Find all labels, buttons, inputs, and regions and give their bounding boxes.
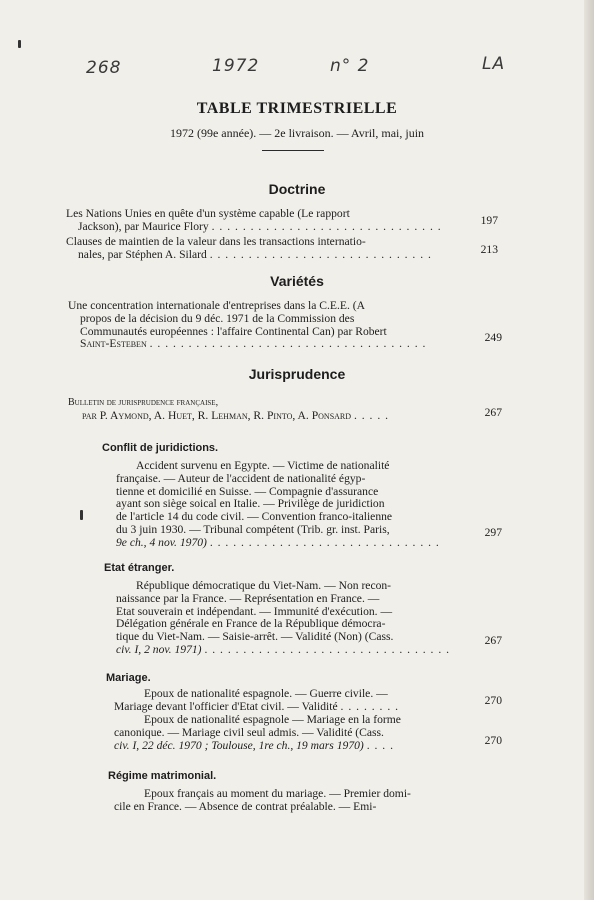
page-number: 270	[484, 734, 502, 747]
mariage-entry-2	[114, 714, 401, 752]
doctrine-entry-2	[66, 236, 432, 262]
leader-dots: . . . . . . . . . . . . . . . . . . . . . . . . . . . . . .	[209, 535, 440, 549]
entry-line: Epoux de nationalité espagnole. — Guerre civile. —	[144, 687, 388, 700]
category-etat: Etat étranger.	[104, 562, 175, 574]
leader-dots: . . . . . . . . . . . . . . . . . . . . . . . . . . . . . . . . . . . .	[149, 337, 427, 351]
entry-line: Mariage devant l'officier d'Etat civil. — Validité	[114, 699, 338, 713]
page-number: 213	[480, 243, 498, 256]
entry-line-with-dots	[114, 740, 401, 753]
entry-line: Epoux de nationalité espagnole — Mariage en la forme	[144, 713, 401, 726]
bulletin-line-1: Bulletin de jurisprudence française,	[68, 397, 219, 408]
category-mariage: Mariage.	[106, 672, 151, 684]
section-varietes: Variétés	[270, 273, 324, 289]
entry-line-with-dots	[116, 644, 450, 657]
entry-line: tique du Viet-Nam. — Saisie-arrêt. — Validité (Non) (Cass.	[116, 630, 394, 644]
entry-line: naissance par la France. — Représentation en France. —	[116, 591, 380, 605]
entry-line: tienne et domicilié en Suisse. — Compagnie d'assurance	[116, 484, 379, 498]
bulletin-authors	[82, 410, 389, 423]
page-subtitle: 1972 (99e année). — 2e livraison. — Avril, mai, juin	[169, 126, 425, 140]
bulletin-entry	[68, 397, 218, 410]
entry-line: République démocratique du Viet-Nam. — Non recon-	[136, 579, 392, 592]
conflit-entry	[116, 460, 440, 550]
entry-line: du 3 juin 1930. — Tribunal compétent (Trib. gr. inst. Paris,	[116, 522, 390, 536]
entry-line: Jackson), par Maurice Flory	[78, 219, 209, 233]
entry-line: 9e ch., 4 nov. 1970)	[116, 535, 207, 549]
page-number: 297	[484, 526, 502, 539]
entry-line-with-dots	[66, 221, 442, 234]
entry-line: Etat souverain et indépendant. — Immunité d'exécution. —	[116, 604, 393, 618]
doctrine-entry-1	[66, 208, 442, 234]
scan-mark	[18, 40, 21, 48]
entry-line: ayant son siège soical en Italie. — Privilège de juridiction	[116, 497, 385, 511]
entry-line: Epoux français au moment du mariage. — Premier domi-	[144, 787, 411, 800]
entry-line: civ. I, 2 nov. 1971)	[116, 642, 202, 656]
etat-entry	[116, 580, 450, 657]
page-number: 249	[484, 331, 502, 344]
entry-line-with-dots	[82, 410, 389, 423]
entry-line: Une concentration internationale d'entreprises dans la C.E.E. (A	[68, 299, 365, 312]
leader-dots: . . . . . . . .	[340, 699, 400, 713]
entry-line: française. — Auteur de l'accident de nationalité égyp-	[116, 471, 366, 485]
leader-dots: . . . .	[366, 738, 394, 752]
entry-line: de l'article 14 du code civil. — Convention franco-italienne	[116, 510, 393, 524]
bulletin-line-2: par P. Aymond, A. Huet, R. Lehman, R. Pinto, A. Ponsard	[82, 409, 352, 422]
entry-line: canonique. — Mariage civil seul admis. — Validité (Cass.	[114, 725, 384, 739]
entry-line: Saint-Esteben	[80, 337, 147, 351]
page-number: 267	[484, 634, 502, 647]
leader-dots: . . . . . . . . . . . . . . . . . . . . . . . . . . . . . .	[211, 219, 442, 233]
category-regime: Régime matrimonial.	[108, 770, 217, 782]
entry-line-with-dots	[68, 338, 426, 351]
title-rule	[262, 150, 324, 151]
page-number: 270	[484, 694, 502, 707]
entry-line-with-dots	[114, 701, 399, 714]
entry-line: civ. I, 22 déc. 1970 ; Toulouse, 1re ch., 19 mars 1970)	[114, 738, 364, 752]
entry-line: Clauses de maintien de la valeur dans les transactions internatio-	[66, 235, 366, 248]
scan-mark	[80, 510, 83, 520]
handwritten-issue: n° 2	[330, 56, 370, 76]
leader-dots: . . . . . . . . . . . . . . . . . . . . . . . . . . . . . . . .	[204, 642, 451, 656]
entry-line: Délégation générale en France de la République démocra-	[116, 617, 386, 631]
entry-line: nales, par Stéphen A. Silard	[78, 247, 207, 261]
regime-entry	[114, 788, 411, 814]
page-number: 197	[480, 214, 498, 227]
entry-line: propos de la décision du 9 déc. 1971 de la Commission des	[80, 311, 355, 325]
leader-dots: . . . . .	[353, 409, 390, 422]
section-jurisprudence: Jurisprudence	[248, 366, 346, 382]
page-title: TABLE TRIMESTRIELLE	[196, 100, 398, 117]
handwritten-year: 1972	[212, 56, 260, 76]
entry-line-with-dots	[66, 249, 432, 262]
entry-line: Les Nations Unies en quête d'un système capable (Le rapport	[66, 207, 350, 220]
leader-dots: . . . . . . . . . . . . . . . . . . . . . . . . . . . . .	[209, 247, 432, 261]
entry-line: cile en France. — Absence de contrat préalable. — Emi-	[114, 799, 377, 813]
section-doctrine: Doctrine	[268, 181, 326, 197]
handwritten-number-left: 268	[86, 58, 122, 78]
entry-line: Accident survenu en Egypte. — Victime de nationalité	[136, 459, 390, 472]
category-conflit: Conflit de juridictions.	[102, 442, 219, 454]
handwritten-initials: LA	[482, 54, 506, 74]
varietes-entry-1	[68, 300, 426, 351]
entry-line: Communautés européennes : l'affaire Continental Can) par Robert	[80, 324, 387, 338]
page-number: 267	[484, 406, 502, 419]
entry-line-with-dots	[116, 537, 440, 550]
mariage-entry-1	[114, 688, 399, 714]
